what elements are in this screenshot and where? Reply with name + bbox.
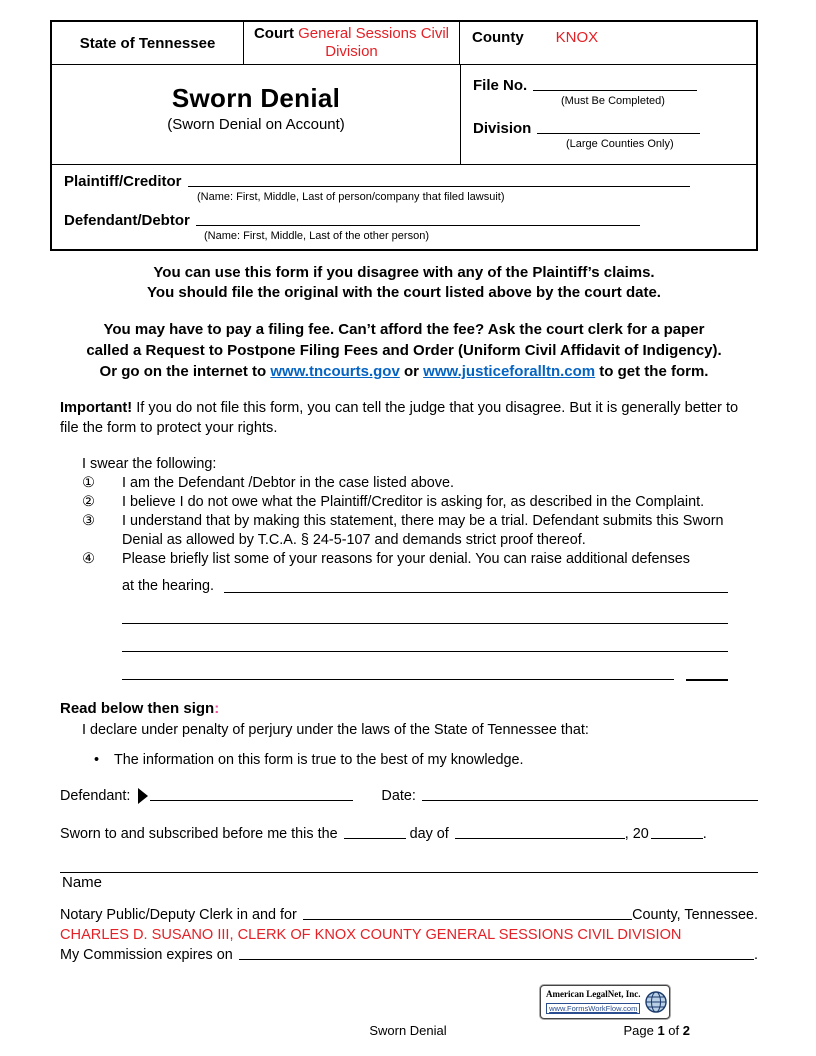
day-input-line[interactable] [344,838,406,839]
title-cell [52,65,461,164]
date-input-line[interactable] [422,800,758,801]
plaintiff-label: Plaintiff/Creditor [64,173,182,190]
commission-period: . [754,947,758,963]
bullet-text: The information on this form is true to the best of my knowledge. [114,752,524,768]
item-4-text: Please briefly list some of your reasons for your denial. You can raise additional defenses [122,551,690,567]
defendant-note: (Name: First, Middle, Last of the other person) [204,230,429,242]
swear-item-1 [82,474,758,493]
page-total: 2 [682,1023,690,1038]
header-row-1 [52,22,756,65]
logo-text-block [546,989,640,1015]
page-word: Page [623,1023,658,1038]
file-no-note: (Must Be Completed) [561,95,665,107]
item-2-text: I believe I do not owe what the Plaintiff/Creditor is asking for, as described in the Complaint. [122,494,705,510]
american-legalnet-logo [540,985,670,1019]
defendant-signature-row [60,788,758,804]
notary-row [60,907,758,923]
fee-line-1: You may have to pay a filing fee. Can’t afford the fee? Ask the court clerk for a paper [103,321,705,338]
sworn-text-2: day of [409,826,449,842]
file-no-label: File No. [473,77,528,94]
fee-paragraph [50,319,758,382]
name-label: Name [62,874,103,891]
sworn-text-3: , 20 [624,826,649,842]
swear-intro: I swear the following: [82,456,217,472]
important-label: Important! [60,400,133,416]
court-label: Court [253,25,299,42]
read-sign-heading [60,700,758,717]
intro-line-1: You can use this form if you disagree with any of the Plaintiff’s claims. [153,264,655,281]
item-4-number-icon: ④ [82,551,95,567]
date-label: Date: [381,788,416,804]
division-note: (Large Counties Only) [566,138,674,150]
reasons-input-line-4[interactable] [122,652,728,680]
notary-text-1: Notary Public/Deputy Clerk in and for [60,907,297,923]
intro-paragraph [50,263,758,303]
read-sign-text: Read below then sign [60,700,215,717]
division-label: Division [473,120,532,137]
division-row [473,120,742,137]
item-1-text: I am the Defendant /Debtor in the case listed above. [122,475,454,491]
form-title: Sworn Denial [171,83,341,113]
sworn-text-1: Sworn to and subscribed before me this the [60,826,338,842]
court-value: General Sessions Civil Division [298,25,450,60]
swear-item-4 [82,550,758,569]
intro-line-2: You should file the original with the court listed above by the court date. [147,284,661,301]
fee-line-3-post: to get the form. [595,363,709,380]
division-input-line[interactable] [537,133,700,134]
declare-text: I declare under penalty of perjury under the laws of the State of Tennessee that: [82,722,589,738]
item-3-number-icon: ③ [82,513,95,529]
bullet-line [94,751,758,770]
item-1-number-icon: ① [82,475,95,491]
clerk-stamp-text: CHARLES D. SUSANO III, CLERK OF KNOX COUNTY GENERAL SESSIONS CIVIL DIVISION [60,927,682,943]
defendant-input-line[interactable] [196,225,640,226]
state-cell [52,22,244,64]
county-label: County [472,29,524,46]
sworn-subscribed-row [60,826,758,842]
sworn-period: . [702,826,707,842]
important-paragraph [60,398,758,438]
header-row-2 [52,65,756,165]
bullet-icon: • [94,752,100,768]
parties-section [52,165,756,249]
year-input-line[interactable] [651,838,703,839]
file-no-row [473,77,742,94]
reasons-input-line-3[interactable] [122,624,728,652]
hearing-text: at the hearing. [122,578,215,594]
defendant-sig-label: Defendant: [60,788,131,804]
item-3-text: I understand that by making this statement, there may be a trial. Defendant submits this Sworn Denial as allowed by T.C.A. § 24-5-107 and demands strict proof thereof. [122,513,724,548]
logo-company-name: American LegalNet, Inc. [546,989,641,999]
important-text: If you do not file this form, you can tell the judge that you disagree. But it is generally better to file the form to protect your rights. [60,400,739,436]
commission-date-input-line[interactable] [239,959,754,960]
reasons-input-line-2[interactable] [122,596,728,624]
fee-line-3-mid: or [399,363,424,380]
file-no-input-line[interactable] [533,90,697,91]
defendant-label: Defendant/Debtor [64,212,190,229]
plaintiff-note: (Name: First, Middle, Last of person/company that filed lawsuit) [197,191,505,203]
state-label: State of Tennessee [79,34,216,52]
footer-doc-title: Sworn Denial [369,1023,447,1038]
swear-item-2 [82,493,758,512]
page-current: 1 [657,1023,665,1038]
footer-page-number [623,1023,690,1038]
tncourts-link[interactable]: www.tncourts.gov [270,363,400,380]
form-subtitle: (Sworn Denial on Account) [167,116,345,133]
logo-website-link[interactable]: www.FormsWorkFlow.com [546,1003,640,1014]
hearing-line [122,577,728,596]
notary-county-input-line[interactable] [303,919,632,920]
fee-line-3-pre: Or go on the internet to [99,363,271,380]
read-sign-colon: : [214,700,220,717]
defendant-signature-line[interactable] [150,800,353,801]
reasons-line-4-main [122,679,674,680]
notary-text-2: County, Tennessee. [632,907,758,923]
form-header-table [50,20,758,251]
item-2-number-icon: ② [82,494,95,510]
county-value: KNOX [555,29,599,46]
reasons-input-line-1[interactable] [224,592,728,593]
plaintiff-input-line[interactable] [188,186,690,187]
defendant-row [64,212,744,229]
swear-item-3 [82,512,758,550]
plaintiff-row [64,173,744,190]
reasons-line-4-tail [686,679,728,681]
justiceforalltn-link[interactable]: www.justiceforalltn.com [423,363,596,380]
signature-arrow-icon [138,788,148,804]
fee-line-2: called a Request to Postpone Filing Fees and Order (Uniform Civil Affidavit of Indigency). [86,342,722,359]
file-division-cell [461,65,756,164]
page-of: of [664,1023,683,1038]
county-cell [460,22,756,64]
commission-row [60,947,758,963]
court-cell [244,22,460,64]
month-input-line[interactable] [455,838,625,839]
commission-text: My Commission expires on [60,947,233,963]
globe-icon [644,990,668,1014]
